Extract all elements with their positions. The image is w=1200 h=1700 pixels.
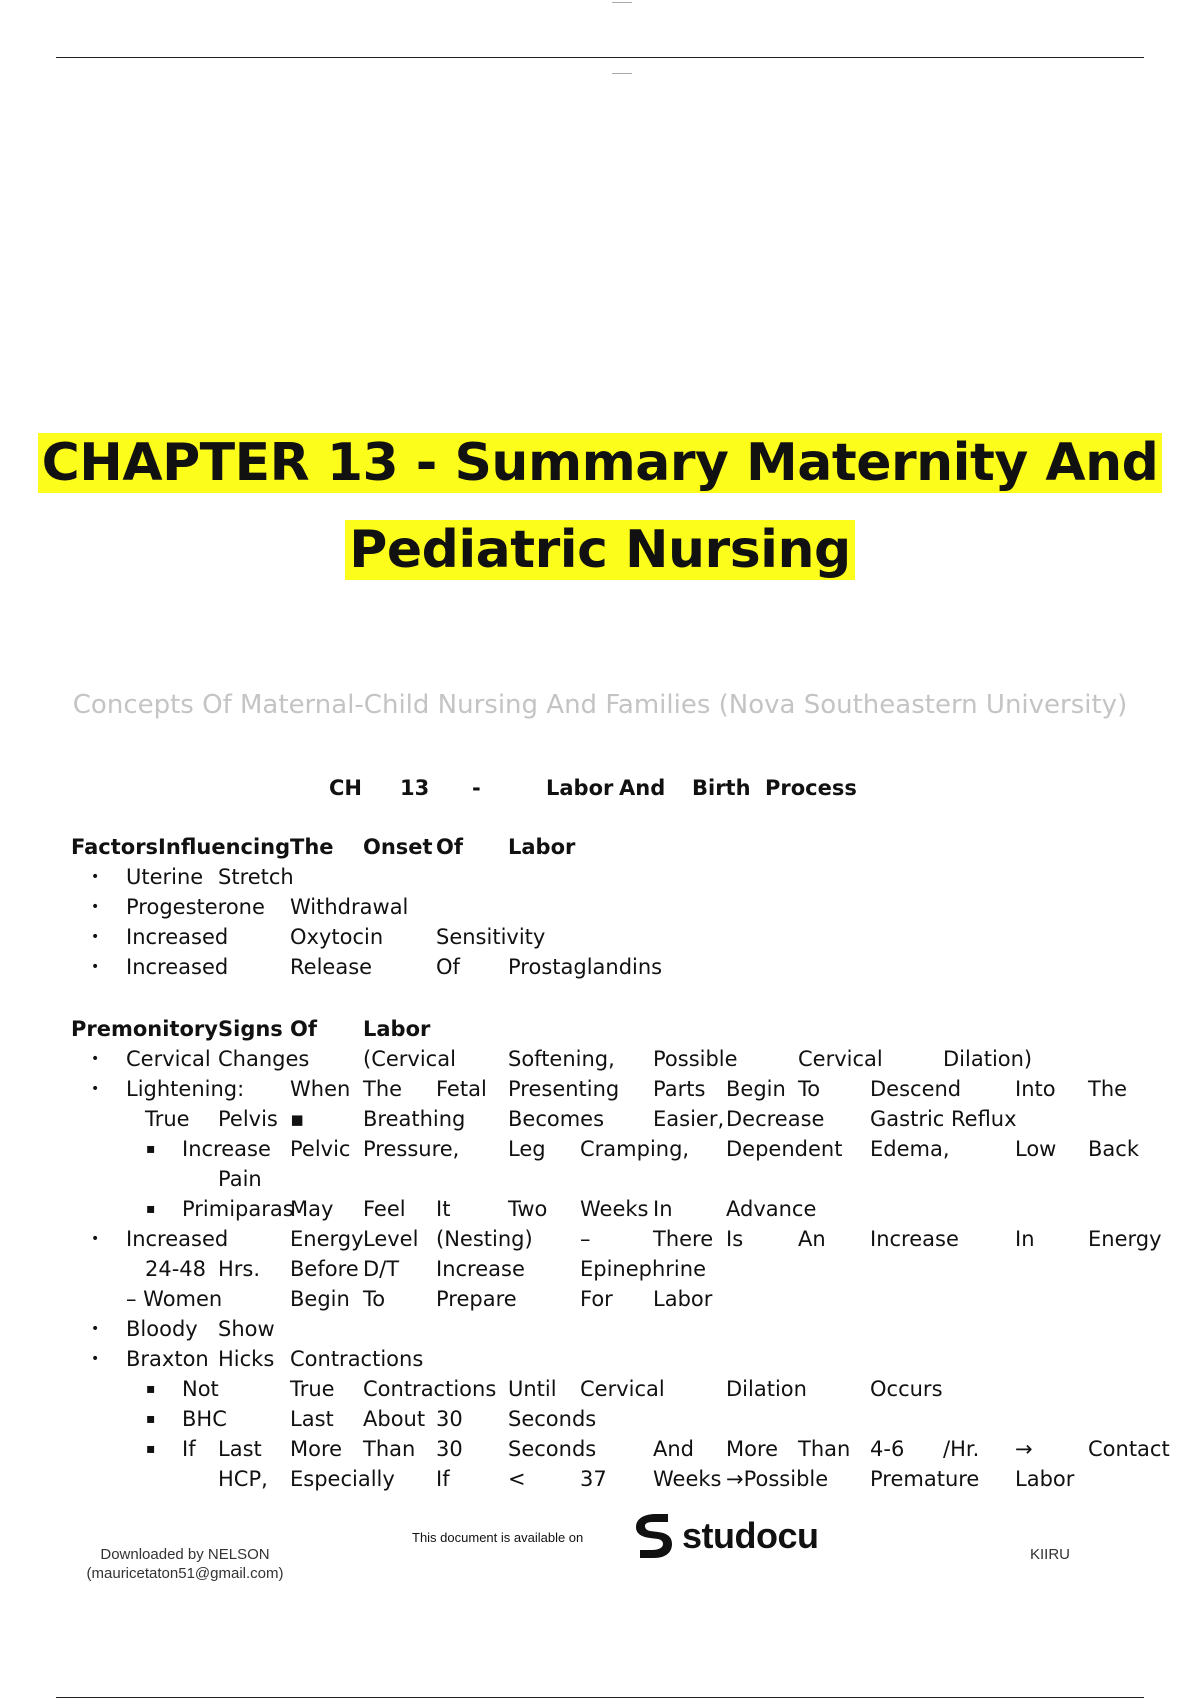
- premonitory-line-word: –: [580, 1227, 591, 1251]
- factor-item-word: Stretch: [218, 865, 294, 889]
- factor-item-word: Of: [436, 955, 460, 979]
- premonitory-line-word: For: [580, 1287, 613, 1311]
- premonitory-line-word: To: [363, 1287, 386, 1311]
- premonitory-line-word: More: [290, 1437, 343, 1461]
- premonitory-line-word: Dilation: [726, 1377, 807, 1401]
- premonitory-line-word: Hicks: [218, 1347, 275, 1371]
- premonitory-line-word: Feel: [363, 1197, 406, 1221]
- premonitory-line-word: Back: [1088, 1137, 1139, 1161]
- premonitory-line-word: Last: [218, 1437, 262, 1461]
- premonitory-line-word: Weeks: [653, 1467, 722, 1491]
- premonitory-line-word: Parts: [653, 1077, 706, 1101]
- premonitory-line-word: True: [290, 1377, 335, 1401]
- premonitory-line-word: Is: [726, 1227, 744, 1251]
- bullet-dot: •: [91, 899, 100, 915]
- factors-heading-word: Labor: [508, 835, 576, 859]
- sub-bullet-square: ▪: [146, 1141, 156, 1157]
- premonitory-line-word: Increase: [182, 1137, 271, 1161]
- premonitory-line-word: Two: [508, 1197, 548, 1221]
- premonitory-line-word: Cervical: [126, 1047, 211, 1071]
- premonitory-line-word: Begin: [290, 1287, 350, 1311]
- bullet-dot: •: [91, 929, 100, 945]
- title-highlight: CHAPTER 13 - Summary Maternity And Pediatric Nursing: [38, 433, 1163, 580]
- factor-item-word: Uterine: [126, 865, 204, 889]
- sub-bullet-square: ▪: [146, 1201, 156, 1217]
- download-info: [80, 1545, 290, 1583]
- premonitory-line-word: 30: [436, 1407, 463, 1431]
- premonitory-line-word: Low: [1015, 1137, 1057, 1161]
- premonitory-line-word: (Nesting): [436, 1227, 533, 1251]
- premonitory-line-word: 30: [436, 1437, 463, 1461]
- premonitory-line-word: It: [436, 1197, 451, 1221]
- premonitory-line-word: Begin: [726, 1077, 786, 1101]
- premonitory-line-word: Weeks: [580, 1197, 649, 1221]
- downloader-email: (mauricetaton51@gmail.com): [86, 1565, 284, 1582]
- factor-item-word: Increased: [126, 925, 229, 949]
- premonitory-line-word: In: [1015, 1227, 1035, 1251]
- premonitory-line-word: Especially: [290, 1467, 395, 1491]
- premonitory-line-word: Into: [1015, 1077, 1056, 1101]
- bullet-dot: •: [91, 1051, 100, 1067]
- premonitory-line-word: About: [363, 1407, 426, 1431]
- premonitory-line-word: Seconds: [508, 1437, 597, 1461]
- premonitory-line-word: Contractions: [363, 1377, 497, 1401]
- factor-item-word: Increased: [126, 955, 229, 979]
- premonitory-line-word: Contact: [1088, 1437, 1170, 1461]
- premonitory-line-word: And: [653, 1437, 695, 1461]
- premonitory-line-word: Prepare: [436, 1287, 517, 1311]
- factor-item-word: Release: [290, 955, 373, 979]
- factor-item-word: Withdrawal: [290, 895, 409, 919]
- factor-item-word: Progesterone: [126, 895, 265, 919]
- premonitory-line-word: Decrease: [726, 1107, 825, 1131]
- premonitory-line-word: Hrs.: [218, 1257, 261, 1281]
- premonitory-line-word: Easier,: [653, 1107, 725, 1131]
- premonitory-line-word: ▪: [290, 1107, 305, 1131]
- premonitory-line-word: <: [508, 1467, 526, 1491]
- premonitory-line-word: Than: [798, 1437, 851, 1461]
- premonitory-line-word: Leg: [508, 1137, 546, 1161]
- premonitory-line-word: Energy: [1088, 1227, 1162, 1251]
- premonitory-line-word: Primiparas: [182, 1197, 294, 1221]
- factors-heading-word: The: [290, 835, 334, 859]
- premonitory-line-word: If: [436, 1467, 450, 1491]
- premonitory-line-word: Labor: [1015, 1467, 1075, 1491]
- premonitory-heading-word: Of: [290, 1017, 317, 1041]
- premonitory-line-word: In: [653, 1197, 673, 1221]
- premonitory-line-word: Presenting: [508, 1077, 620, 1101]
- premonitory-line-word: Fetal: [436, 1077, 487, 1101]
- premonitory-line-word: (Cervical: [363, 1047, 456, 1071]
- premonitory-line-word: The: [363, 1077, 403, 1101]
- premonitory-line-word: Than: [363, 1437, 416, 1461]
- premonitory-line-word: →: [1015, 1437, 1033, 1461]
- studocu-brand-text: studocu: [682, 1515, 819, 1556]
- footer-rule: [56, 1697, 1144, 1698]
- premonitory-line-word: If: [182, 1437, 196, 1461]
- premonitory-line-word: 37: [580, 1467, 607, 1491]
- premonitory-line-word: Epinephrine: [580, 1257, 706, 1281]
- premonitory-line-word: Lightening:: [126, 1077, 245, 1101]
- premonitory-line-word: Labor: [653, 1287, 713, 1311]
- premonitory-line-word: Dilation): [943, 1047, 1033, 1071]
- available-on-text: This document is available on: [412, 1530, 584, 1545]
- premonitory-line-word: Pressure,: [363, 1137, 460, 1161]
- factors-heading-word: Of: [436, 835, 463, 859]
- sub-bullet-square: ▪: [146, 1441, 156, 1457]
- premonitory-line-word: Changes: [218, 1047, 310, 1071]
- premonitory-line-word: →Possible: [726, 1467, 829, 1491]
- factors-heading-word: Onset: [363, 835, 433, 859]
- bullet-dot: •: [91, 1231, 100, 1247]
- premonitory-line-word: Occurs: [870, 1377, 943, 1401]
- premonitory-line-word: May: [290, 1197, 334, 1221]
- premonitory-line-word: Not: [182, 1377, 219, 1401]
- premonitory-line-word: Cramping,: [580, 1137, 690, 1161]
- premonitory-line-word: Pain: [218, 1167, 262, 1191]
- bullet-dot: •: [91, 959, 100, 975]
- premonitory-line-word: Cervical: [580, 1377, 665, 1401]
- course-subtitle[interactable]: Concepts Of Maternal-Child Nursing And Families (Nova Southeastern University): [72, 690, 1128, 720]
- footer-right-text: KIIRU: [1030, 1546, 1071, 1563]
- premonitory-line-word: There: [653, 1227, 714, 1251]
- premonitory-line-word: An: [798, 1227, 826, 1251]
- premonitory-line-word: – Women: [126, 1287, 223, 1311]
- section-title-word: Birth: [692, 776, 751, 800]
- premonitory-line-word: 4-6: [870, 1437, 905, 1461]
- premonitory-line-word: Show: [218, 1317, 275, 1341]
- premonitory-line-word: Increase: [870, 1227, 959, 1251]
- premonitory-line-word: Becomes: [508, 1107, 605, 1131]
- premonitory-line-word: Bloody: [126, 1317, 198, 1341]
- premonitory-line-word: When: [290, 1077, 351, 1101]
- factor-item-word: Prostaglandins: [508, 955, 663, 979]
- studocu-logo[interactable]: [630, 1512, 819, 1560]
- premonitory-line-word: Braxton: [126, 1347, 209, 1371]
- premonitory-line-word: More: [726, 1437, 779, 1461]
- premonitory-line-word: Seconds: [508, 1407, 597, 1431]
- premonitory-line-word: Edema,: [870, 1137, 950, 1161]
- premonitory-line-word: Premature: [870, 1467, 980, 1491]
- premonitory-line-word: Gastric Reflux: [870, 1107, 1017, 1131]
- premonitory-line-word: Energy: [290, 1227, 364, 1251]
- premonitory-line-word: Contractions: [290, 1347, 424, 1371]
- section-title-word: Labor: [546, 776, 614, 800]
- factor-item-word: Sensitivity: [436, 925, 546, 949]
- premonitory-line-word: Advance: [726, 1197, 817, 1221]
- premonitory-heading-word: Labor: [363, 1017, 431, 1041]
- premonitory-line-word: Level: [363, 1227, 419, 1251]
- premonitory-heading-word: Premonitory: [71, 1017, 218, 1041]
- premonitory-line-word: D/T: [363, 1257, 400, 1281]
- premonitory-line-word: Pelvic: [290, 1137, 351, 1161]
- premonitory-heading-word: Signs: [218, 1017, 283, 1041]
- premonitory-line-word: /Hr.: [943, 1437, 980, 1461]
- factors-heading-word: FactorsInfluencing: [71, 835, 291, 859]
- section-title-word: Process: [765, 776, 857, 800]
- premonitory-line-word: Dependent: [726, 1137, 843, 1161]
- premonitory-line-word: Breathing: [363, 1107, 466, 1131]
- studocu-logo-icon: [630, 1512, 676, 1560]
- bullet-dot: •: [91, 1351, 100, 1367]
- factor-item-word: Oxytocin: [290, 925, 384, 949]
- premonitory-line-word: Until: [508, 1377, 557, 1401]
- bullet-dot: •: [91, 1321, 100, 1337]
- premonitory-line-word: Descend: [870, 1077, 962, 1101]
- premonitory-line-word: Pelvis: [218, 1107, 278, 1131]
- bullet-dot: •: [91, 869, 100, 885]
- premonitory-line-word: Cervical: [798, 1047, 883, 1071]
- bullet-dot: •: [91, 1081, 100, 1097]
- section-title-word: -: [472, 776, 481, 800]
- section-title-word: 13: [400, 776, 430, 800]
- premonitory-line-word: BHC: [182, 1407, 227, 1431]
- premonitory-line-word: Softening,: [508, 1047, 615, 1071]
- downloaded-by-text: Downloaded by NELSON: [100, 1546, 270, 1563]
- premonitory-line-word: To: [798, 1077, 821, 1101]
- premonitory-line-word: Increase: [436, 1257, 525, 1281]
- premonitory-line-word: Possible: [653, 1047, 738, 1071]
- section-title-word: And: [619, 776, 666, 800]
- premonitory-line-word: Last: [290, 1407, 334, 1431]
- sub-bullet-square: ▪: [146, 1381, 156, 1397]
- premonitory-line-word: True: [145, 1107, 190, 1131]
- premonitory-line-word: 24-48: [145, 1257, 207, 1281]
- premonitory-line-word: Before: [290, 1257, 359, 1281]
- section-title-word: CH: [329, 776, 362, 800]
- sub-bullet-square: ▪: [146, 1411, 156, 1427]
- premonitory-line-word: HCP,: [218, 1467, 268, 1491]
- premonitory-line-word: The: [1088, 1077, 1128, 1101]
- premonitory-line-word: Increased: [126, 1227, 229, 1251]
